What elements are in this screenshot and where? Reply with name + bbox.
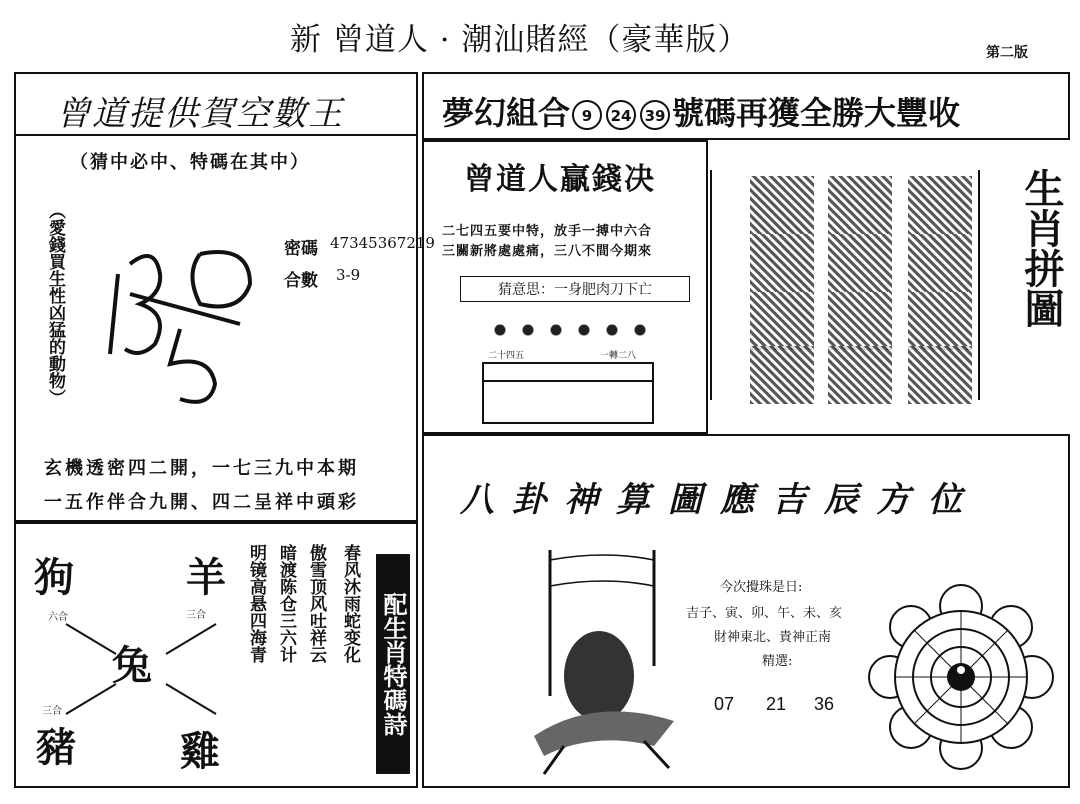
- verse-line-1: 玄機透密四二開，一七三九中本期: [44, 458, 359, 479]
- pick-label: 精選:: [762, 654, 793, 669]
- gods-direction: 財神東北、貴神正南: [714, 630, 832, 645]
- code-label: 密碼: [284, 239, 318, 259]
- poem-column-1: 春风沐雨蛇变化: [340, 544, 360, 663]
- banner-number-1: 9: [572, 100, 602, 130]
- vertical-hint: （愛錢買生性凶猛的動物）: [45, 202, 65, 406]
- poem-column-2: 傲雪顶风吐祥云: [306, 544, 326, 663]
- left-subtitle: （猜中必中、特碼在其中）: [70, 152, 310, 173]
- poem-column-3: 暗渡陈仓三六计: [276, 544, 296, 663]
- arrow-lines: [56, 614, 226, 724]
- banner-number-2: 24: [606, 100, 636, 130]
- sum-label: 合數: [284, 271, 318, 291]
- left-bottom-panel: [14, 522, 418, 788]
- middle-title: 曾道人贏錢决: [464, 162, 656, 197]
- sum-value: 3-9: [336, 266, 361, 284]
- edition-label: 第二版: [986, 45, 1028, 61]
- top-banner: [422, 72, 1070, 140]
- banner-suffix: 號碼再獲全勝大豐收: [672, 94, 961, 132]
- guess-box: 猜意思：一身肥肉刀下亡: [460, 276, 690, 302]
- bagua-wheel: [868, 584, 1054, 770]
- tag-sanhe-top: 三合: [186, 610, 206, 621]
- puzzle-label: 生肖拼圖: [1018, 168, 1064, 328]
- left-title-divider: [16, 134, 416, 136]
- verse-line-2: 一五作伴合九開、四二呈祥中頭彩: [44, 492, 359, 513]
- tag-liuhe: 六合: [48, 612, 68, 623]
- poem-banner: 配生肖特碼詩: [376, 554, 410, 774]
- middle-line-1: 二七四五要中特，放手一搏中六合: [442, 224, 653, 239]
- bagua-title: 八卦神算圖應吉辰方位: [460, 480, 980, 520]
- draw-day: 今次攪珠是日:: [720, 580, 803, 595]
- abacus-icon: [482, 362, 654, 424]
- left-top-panel: [14, 72, 435, 522]
- warrior-illustration: [504, 546, 704, 776]
- bagua-panel: [422, 434, 1070, 788]
- banner-number-3: 39: [640, 100, 670, 130]
- pick-number-1: 07: [714, 694, 735, 714]
- pick-number-2: 21: [766, 694, 787, 714]
- abacus-icons-row: [486, 320, 656, 340]
- poem-column-4: 明镜高悬四海青: [246, 544, 266, 663]
- middle-line-2: 三關新將處處痛，三八不間今期來: [442, 244, 653, 259]
- animal-sheep: 羊: [186, 554, 226, 601]
- animal-dog: 狗: [34, 554, 74, 601]
- middle-panel: [422, 140, 708, 434]
- code-value: 47345367219: [330, 234, 435, 252]
- page-title: 新 曾道人 · 潮汕賭經（豪華版）: [290, 22, 750, 58]
- animal-rabbit: 兔: [112, 642, 152, 689]
- banner-line: [442, 88, 960, 134]
- handwritten-numbers: [100, 234, 270, 414]
- pick-number-3: 36: [814, 694, 835, 714]
- branches: 吉子、寅、卯、午、未、亥: [686, 606, 843, 621]
- tag-sanhe-bottom: 三合: [42, 706, 62, 717]
- puzzle-grid: [710, 170, 990, 400]
- animal-rooster: 雞: [180, 728, 220, 775]
- animal-pig: 豬: [36, 724, 76, 771]
- abacus-label-right: 一轉二八: [600, 351, 637, 361]
- left-title: 曾道提供賀空數王: [56, 94, 344, 134]
- banner-prefix: 夢幻組合: [442, 94, 571, 132]
- abacus-label-left: 二十四五: [488, 351, 525, 361]
